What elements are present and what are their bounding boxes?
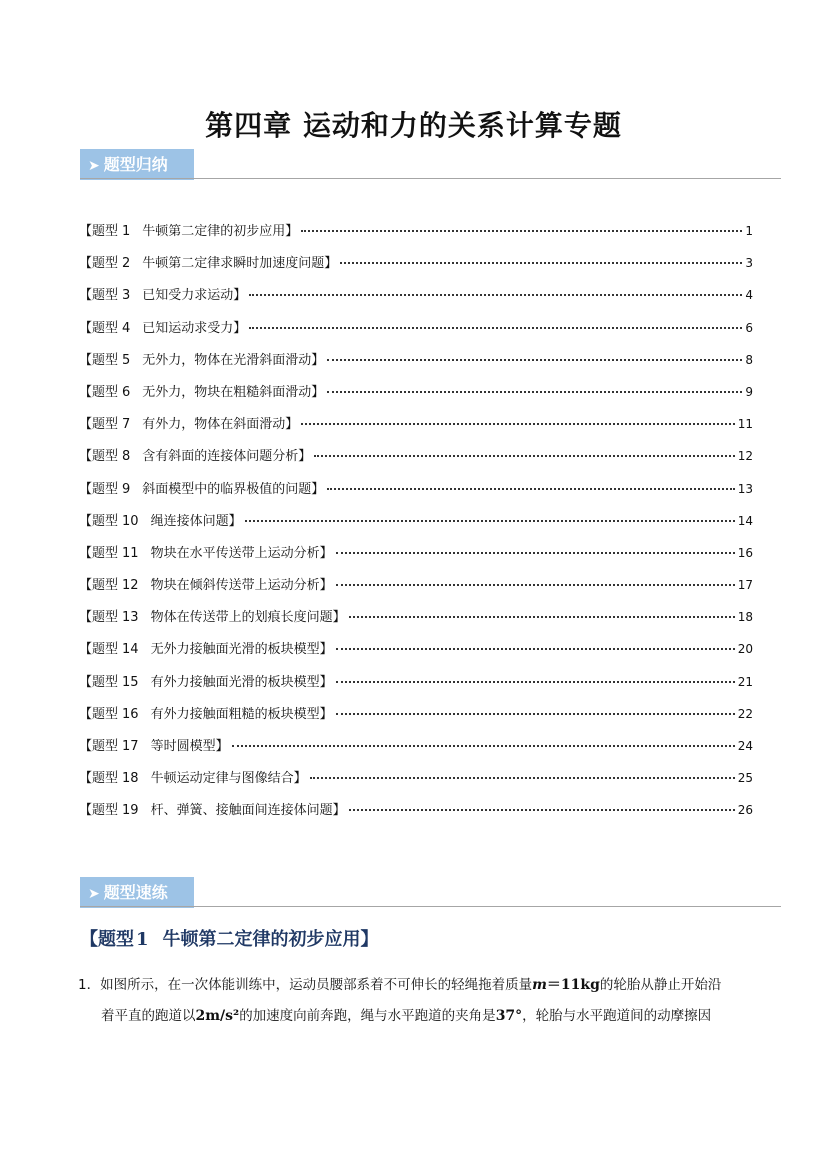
toc-dot-leader	[249, 327, 742, 329]
toc-page-number: 22	[737, 706, 753, 721]
toc-entry-label	[79, 381, 324, 400]
toc-page-number: 25	[737, 771, 753, 786]
toc-entry-open: 【题型	[79, 578, 119, 594]
toc-entry-number: 5	[122, 352, 131, 368]
toc-page-number: 1	[745, 224, 753, 238]
toc-page-number: 6	[745, 320, 753, 335]
toc-dot-leader	[314, 455, 734, 457]
toc-page-number: 3	[745, 256, 753, 271]
toc-entry-open: 【题型	[79, 320, 119, 336]
toc-entry-label	[79, 220, 298, 239]
toc-entry-number: 18	[122, 771, 139, 787]
toc-entry-title: 杆、弹簧、接触面间连接体问题】	[150, 803, 346, 819]
math-angle: 37°	[495, 1008, 523, 1024]
toc-entry-number: 19	[122, 803, 139, 819]
toc-entry-title: 无外力接触面光滑的板块模型】	[150, 642, 333, 658]
toc-entry-label	[79, 317, 246, 336]
toc-page-number: 14	[737, 513, 753, 528]
toc-entry[interactable]	[79, 413, 753, 445]
toc-entry-number: 16	[122, 706, 139, 722]
toc-entry-open: 【题型	[79, 545, 119, 561]
toc-page-number: 4	[745, 288, 753, 303]
toc-entry-title: 有外力接触面粗糙的板块模型】	[150, 706, 333, 722]
toc-dot-leader	[301, 423, 734, 425]
toc-entry-label	[79, 735, 229, 754]
toc-entry-title: 牛顿运动定律与图像结合】	[150, 771, 307, 787]
toc-page-number: 21	[737, 674, 753, 689]
toc-entry-title: 物体在传送带上的划痕长度问题】	[150, 610, 346, 626]
toc-dot-leader	[301, 230, 742, 232]
toc-entry-number: 17	[122, 739, 139, 754]
toc-entry-label	[79, 574, 333, 593]
toc-page-number: 13	[737, 481, 753, 496]
math-mass-var: m	[532, 977, 547, 993]
toc-entry-number: 10	[122, 513, 139, 529]
toc-entry[interactable]	[79, 606, 753, 638]
toc-entry-open: 【题型	[79, 256, 119, 272]
problem-line	[78, 970, 758, 1001]
toc-entry[interactable]	[79, 445, 753, 477]
toc-entry-label	[79, 445, 311, 464]
toc-entry-title: 牛顿第二定律的初步应用】	[142, 224, 299, 239]
toc-dot-leader	[232, 745, 735, 747]
toc-entry-title: 物块在水平传送带上运动分析】	[150, 545, 333, 561]
toc-page-number: 9	[745, 384, 753, 399]
toc-entry-title: 无外力，物块在粗糙斜面滑动】	[142, 384, 325, 400]
toc-entry-label	[79, 510, 242, 529]
toc-entry-title: 牛顿第二定律求瞬时加速度问题】	[142, 256, 338, 272]
toc-entry-open: 【题型	[79, 224, 119, 239]
problem-text: 着平直的跑道以	[101, 1008, 196, 1024]
toc-entry-number: 1	[122, 224, 131, 239]
toc-entry-open: 【题型	[79, 417, 119, 433]
toc-page-number: 20	[737, 642, 753, 657]
toc-dot-leader	[327, 488, 734, 490]
toc-entry-open: 【题型	[79, 674, 119, 690]
toc-entry-title: 已知受力求运动】	[142, 288, 247, 304]
toc-entry-open: 【题型	[79, 706, 119, 722]
toc-dot-leader	[249, 294, 742, 296]
toc-entry[interactable]	[79, 349, 753, 381]
toc-entry-label	[79, 799, 346, 818]
toc-page-number: 11	[737, 417, 753, 432]
section-divider	[80, 178, 781, 179]
math-mass-value: ＝11kg	[546, 977, 600, 993]
toc-entry-number: 9	[122, 481, 131, 497]
toc-entry[interactable]	[79, 735, 753, 767]
toc-dot-leader	[340, 262, 742, 264]
toc-page-number: 17	[737, 578, 753, 593]
toc-entry-title: 已知运动求受力】	[142, 320, 247, 336]
toc-entry-title: 绳连接体问题】	[150, 513, 242, 529]
toc-dot-leader	[336, 552, 735, 554]
toc-entry-title: 等时圆模型】	[150, 739, 229, 754]
toc-entry[interactable]	[79, 317, 753, 349]
toc-entry-number: 6	[122, 384, 131, 400]
section-summary-label: 题型归纳	[103, 155, 168, 174]
toc-entry-title: 有外力，物体在斜面滑动】	[142, 417, 299, 433]
toc-entry-title: 无外力，物体在光滑斜面滑动】	[142, 352, 325, 368]
toc-entry-label	[79, 542, 333, 561]
toc-entry[interactable]	[79, 574, 753, 606]
toc-entry-open: 【题型	[79, 610, 119, 626]
toc-entry-number: 12	[122, 578, 139, 594]
page-title: 第四章 运动和力的关系计算专题	[205, 109, 622, 142]
toc-entry-number: 3	[122, 288, 131, 304]
section-summary-header	[80, 149, 781, 183]
toc-entry-label	[79, 638, 333, 657]
toc-entry-open: 【题型	[79, 449, 119, 465]
toc-entry[interactable]	[79, 542, 753, 574]
toc-entry-number: 11	[122, 545, 139, 561]
toc-entry-open: 【题型	[79, 288, 119, 304]
problem-type-heading	[80, 925, 379, 951]
toc-entry-title: 斜面模型中的临界极值的问题】	[142, 481, 325, 497]
toc-entry[interactable]	[79, 220, 753, 252]
toc-page-number: 8	[745, 352, 753, 367]
problem-1	[78, 970, 758, 1032]
problem-text: 的加速度向前奔跑，绳与水平跑道的夹角是	[239, 1008, 496, 1024]
toc-page-number: 12	[737, 449, 753, 464]
triangle-right-icon: ➤	[88, 158, 100, 174]
heading-text: 牛顿第二定律的初步应用】	[162, 929, 379, 950]
section-divider	[80, 906, 781, 907]
problem-line	[78, 1001, 758, 1032]
heading-number: 1	[136, 929, 149, 950]
section-practice-label: 题型速练	[103, 883, 168, 902]
toc-entry-label	[79, 349, 324, 368]
toc-dot-leader	[245, 520, 735, 522]
heading-open: 【题型	[80, 929, 134, 950]
toc-page-number: 26	[737, 803, 753, 818]
toc-dot-leader	[327, 359, 742, 361]
toc-entry-label	[79, 478, 324, 497]
toc-dot-leader	[336, 584, 735, 586]
toc-dot-leader	[327, 391, 742, 393]
toc-dot-leader	[310, 777, 735, 779]
toc-entry-number: 8	[122, 449, 131, 465]
toc-entry-open: 【题型	[79, 352, 119, 368]
toc-dot-leader	[349, 809, 735, 811]
toc-page-number: 18	[737, 610, 753, 625]
toc-entry-number: 2	[122, 256, 131, 272]
toc-entry-open: 【题型	[79, 803, 119, 819]
toc-entry-number: 14	[122, 642, 139, 658]
toc-dot-leader	[336, 713, 735, 715]
toc-entry[interactable]	[79, 703, 753, 735]
toc-entry[interactable]	[79, 252, 753, 284]
triangle-right-icon: ➤	[88, 886, 100, 902]
toc-entry[interactable]	[79, 284, 753, 316]
section-practice-tab	[80, 877, 194, 908]
toc-entry-open: 【题型	[79, 481, 119, 497]
toc-entry[interactable]	[79, 510, 753, 542]
toc-entry-label	[79, 252, 337, 271]
toc-entry-label	[79, 703, 333, 722]
toc-entry-label	[79, 606, 346, 625]
toc-entry-label	[79, 767, 307, 786]
toc-dot-leader	[336, 648, 735, 650]
toc-entry-label	[79, 413, 298, 432]
problem-text: ，轮胎与水平跑道间的动摩擦因	[522, 1008, 712, 1024]
problem-text: 的轮胎从静止开始沿	[599, 977, 722, 993]
toc-entry[interactable]	[79, 478, 753, 510]
toc-entry[interactable]	[79, 638, 753, 670]
toc-entry-open: 【题型	[79, 771, 119, 787]
toc-page-number: 24	[737, 739, 753, 753]
toc-entry-number: 15	[122, 674, 139, 690]
toc-entry-title: 含有斜面的连接体问题分析】	[142, 449, 312, 465]
table-of-contents	[79, 220, 753, 832]
toc-entry-open: 【题型	[79, 642, 119, 658]
toc-entry-open: 【题型	[79, 513, 119, 529]
toc-dot-leader	[349, 616, 735, 618]
section-practice-header	[80, 877, 781, 911]
toc-entry-number: 4	[122, 320, 131, 336]
toc-entry-title: 物块在倾斜传送带上运动分析】	[150, 578, 333, 594]
toc-entry[interactable]	[79, 381, 753, 413]
toc-dot-leader	[336, 681, 735, 683]
section-summary-tab	[80, 149, 194, 180]
toc-entry-number: 7	[122, 417, 131, 433]
toc-entry-label	[79, 671, 333, 690]
toc-entry-number: 13	[122, 610, 139, 626]
toc-entry-title: 有外力接触面光滑的板块模型】	[150, 674, 333, 690]
toc-entry-open: 【题型	[79, 739, 119, 754]
toc-entry-label	[79, 284, 246, 303]
toc-entry-open: 【题型	[79, 384, 119, 400]
toc-entry[interactable]	[79, 799, 753, 831]
toc-page-number: 16	[737, 545, 753, 560]
math-acceleration: 2m/s²	[195, 1008, 240, 1024]
toc-entry[interactable]	[79, 671, 753, 703]
problem-text: 1．如图所示，在一次体能训练中，运动员腰部系着不可伸长的轻绳拖着质量	[78, 977, 533, 993]
toc-entry[interactable]	[79, 767, 753, 799]
